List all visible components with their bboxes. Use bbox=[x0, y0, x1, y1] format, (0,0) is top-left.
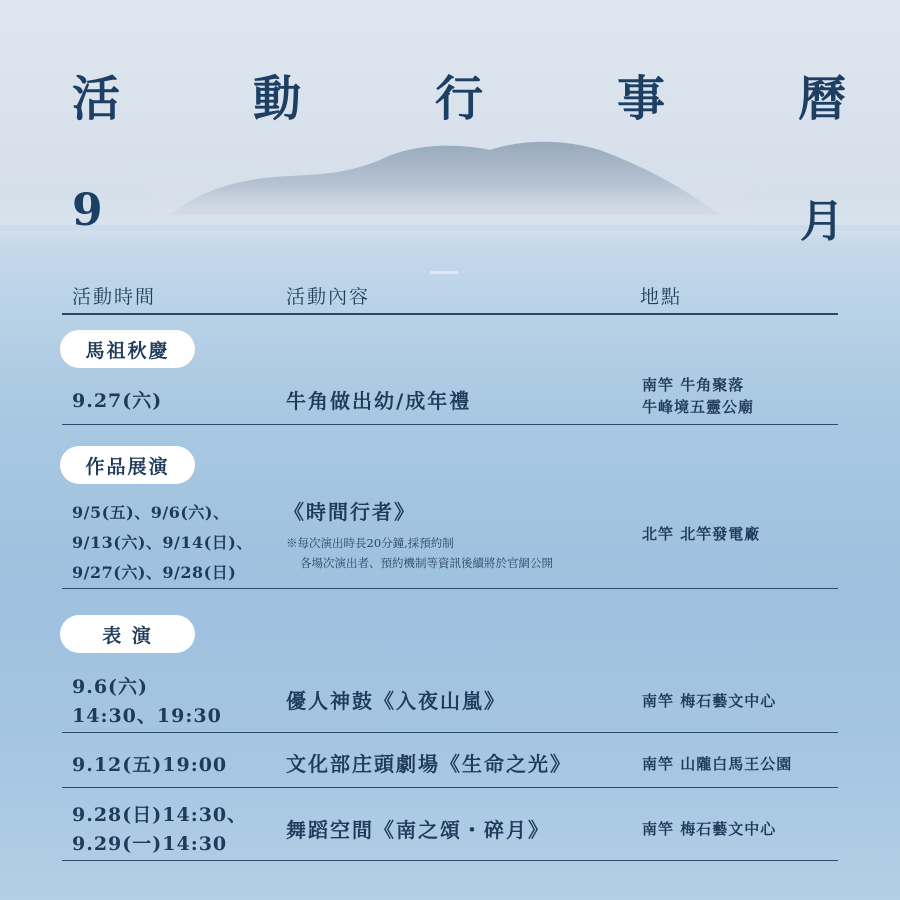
event-content: 舞蹈空間《南之頌・碎月》 bbox=[286, 818, 550, 842]
event-date: 9.27(六) bbox=[72, 390, 163, 412]
event-note-line1: ※每次演出時長20分鐘,採預約制 bbox=[286, 536, 454, 550]
row-divider bbox=[62, 732, 838, 733]
event-date-line2: 9.29(一)14:30 bbox=[72, 833, 228, 855]
event-date: 9.12(五)19:00 bbox=[72, 754, 228, 776]
column-header-content: 活動內容 bbox=[286, 286, 371, 308]
event-place: 南竿 梅石藝文中心 bbox=[642, 692, 777, 710]
event-date-line3: 9/27(六)、9/28(日) bbox=[72, 563, 237, 582]
event-date-line2: 9/13(六)、9/14(日)、 bbox=[72, 533, 253, 552]
event-note-line2: 各場次演出者、預約機制等資訊後續將於官網公開 bbox=[300, 556, 553, 570]
event-content: 《時間行者》 bbox=[284, 500, 416, 524]
event-place: 北竿 北竿發電廠 bbox=[642, 525, 761, 543]
section-badge-performance: 表 演 bbox=[60, 615, 195, 653]
event-content: 牛角做出幼/成年禮 bbox=[286, 389, 472, 413]
event-date-line1: 9.28(日)14:30、 bbox=[72, 804, 248, 826]
column-header-place: 地點 bbox=[640, 286, 683, 308]
event-date-line2: 14:30、19:30 bbox=[72, 705, 222, 727]
event-place-line1: 南竿 牛角聚落 bbox=[642, 376, 745, 394]
event-date-line1: 9.6(六) bbox=[72, 676, 149, 698]
column-header-time: 活動時間 bbox=[72, 286, 157, 308]
title-char-1: 活 bbox=[72, 71, 121, 127]
event-place-line2: 牛峰境五靈公廟 bbox=[642, 398, 755, 416]
event-date-line1: 9/5(五)、9/6(六)、 bbox=[72, 503, 230, 522]
row-divider bbox=[62, 860, 838, 861]
row-divider bbox=[62, 588, 838, 589]
event-content: 文化部庄頭劇場《生命之光》 bbox=[286, 752, 572, 776]
row-divider bbox=[62, 787, 838, 788]
header-divider bbox=[62, 313, 838, 315]
row-divider bbox=[62, 424, 838, 425]
event-place: 南竿 山隴白馬王公園 bbox=[642, 755, 793, 773]
section-badge-exhibition: 作品展演 bbox=[60, 446, 195, 484]
title-char-3: 行 bbox=[435, 71, 484, 127]
event-content: 優人神鼓《入夜山嵐》 bbox=[286, 689, 506, 713]
title-char-5: 曆 bbox=[798, 71, 847, 127]
section-badge-autumn-festival: 馬祖秋慶 bbox=[60, 330, 195, 368]
month-unit: 月 bbox=[800, 196, 844, 247]
month-number: 9 bbox=[72, 185, 103, 236]
title-char-4: 事 bbox=[617, 71, 666, 127]
event-place: 南竿 梅石藝文中心 bbox=[642, 820, 777, 838]
title-char-2: 動 bbox=[253, 71, 302, 127]
